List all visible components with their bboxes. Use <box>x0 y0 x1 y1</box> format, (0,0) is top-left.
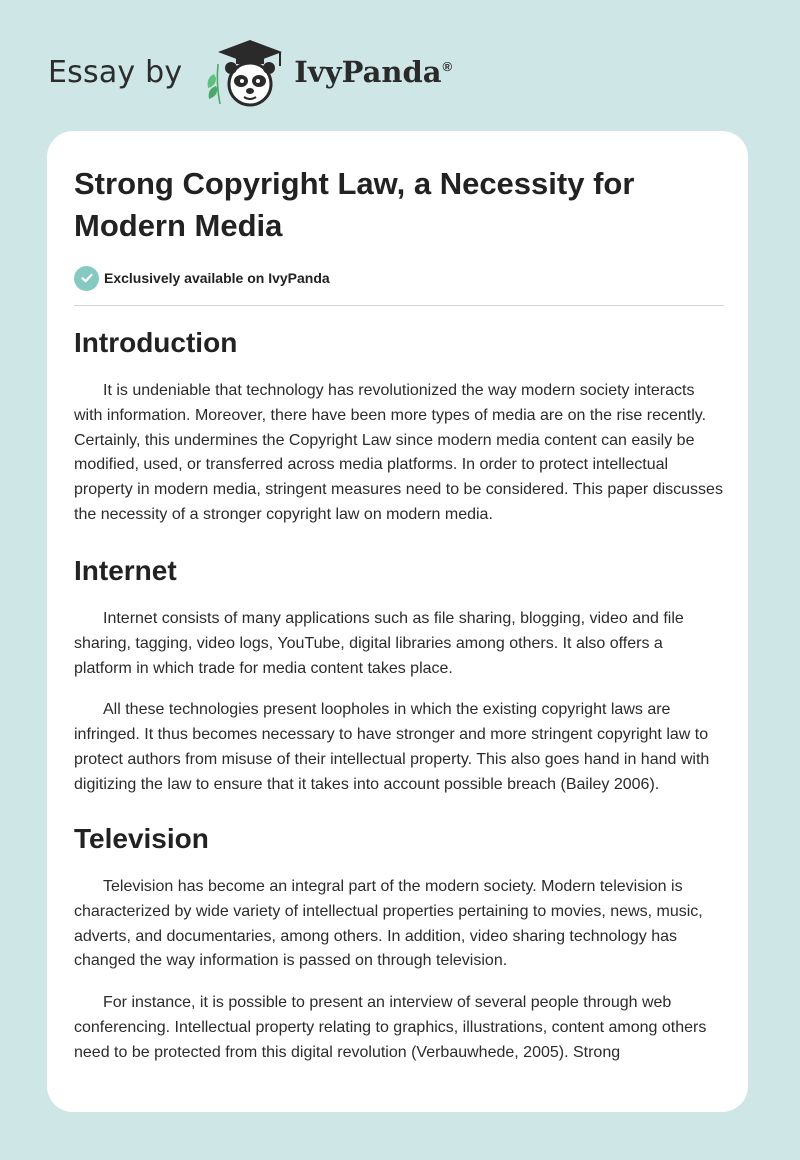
section-internet <box>74 553 724 798</box>
paragraph: Television has become an integral part of the modern society. Modern television is characterized by wide variety of intellectual properties pertaining to movies, news, music, adverts, and documentaries, among others. In addition, video sharing technology has changed the way information is passed on through television. <box>74 878 703 970</box>
brand-name[interactable] <box>294 55 452 89</box>
essay-by-label: Essay by <box>48 54 183 90</box>
paragraph: It is undeniable that technology has revolutionized the way modern society interacts with information. Moreover, there have been more types of media are on the rise recently. Certainly, this undermines the Copyright Law since modern media content can easily be modified, used, or transferred across media platforms. In order to protect intellectual property in modern media, stringent measures need to be considered. This paper discusses the necessity of a stronger copyright law on modern media. <box>74 382 723 523</box>
essay-content <box>74 131 724 1061</box>
exclusive-badge-text: Exclusively available on IvyPanda <box>104 270 330 286</box>
panda-logo-icon[interactable] <box>200 34 288 110</box>
section-heading: Television <box>74 823 209 854</box>
section-heading: Internet <box>74 555 177 586</box>
title-divider <box>74 305 724 306</box>
section-television <box>74 821 724 1066</box>
brand-text: IvyPanda <box>294 55 442 89</box>
site-header <box>48 34 452 110</box>
exclusive-badge <box>74 265 724 291</box>
section-heading: Introduction <box>74 327 238 358</box>
registered-mark: ® <box>442 59 453 75</box>
essay-title: Strong Copyright Law, a Necessity for Modern Media <box>74 166 635 243</box>
paragraph: All these technologies present loopholes in which the existing copyright laws are infringed. It thus becomes necessary to have stronger and more stringent copyright law to protect authors from misuse of their intellectual property. This also goes hand in hand with digitizing the law to ensure that it takes into account possible breach (Bailey 2006). <box>74 701 710 793</box>
essay-card <box>47 131 748 1112</box>
paragraph: For instance, it is possible to present an interview of several people through web conferencing. Intellectual property relating to graphics, illustrations, content among others need to be protected from this digital revolution (Verbauwhede, 2005). Strong <box>74 994 707 1061</box>
section-introduction <box>74 325 724 528</box>
paragraph: Internet consists of many applications such as file sharing, blogging, video and file sharing, tagging, video logs, YouTube, digital libraries among others. It also offers a platform in which trade for media content takes place. <box>74 610 684 677</box>
ivy-leaf-icon <box>208 64 220 104</box>
check-circle-icon <box>74 266 99 291</box>
